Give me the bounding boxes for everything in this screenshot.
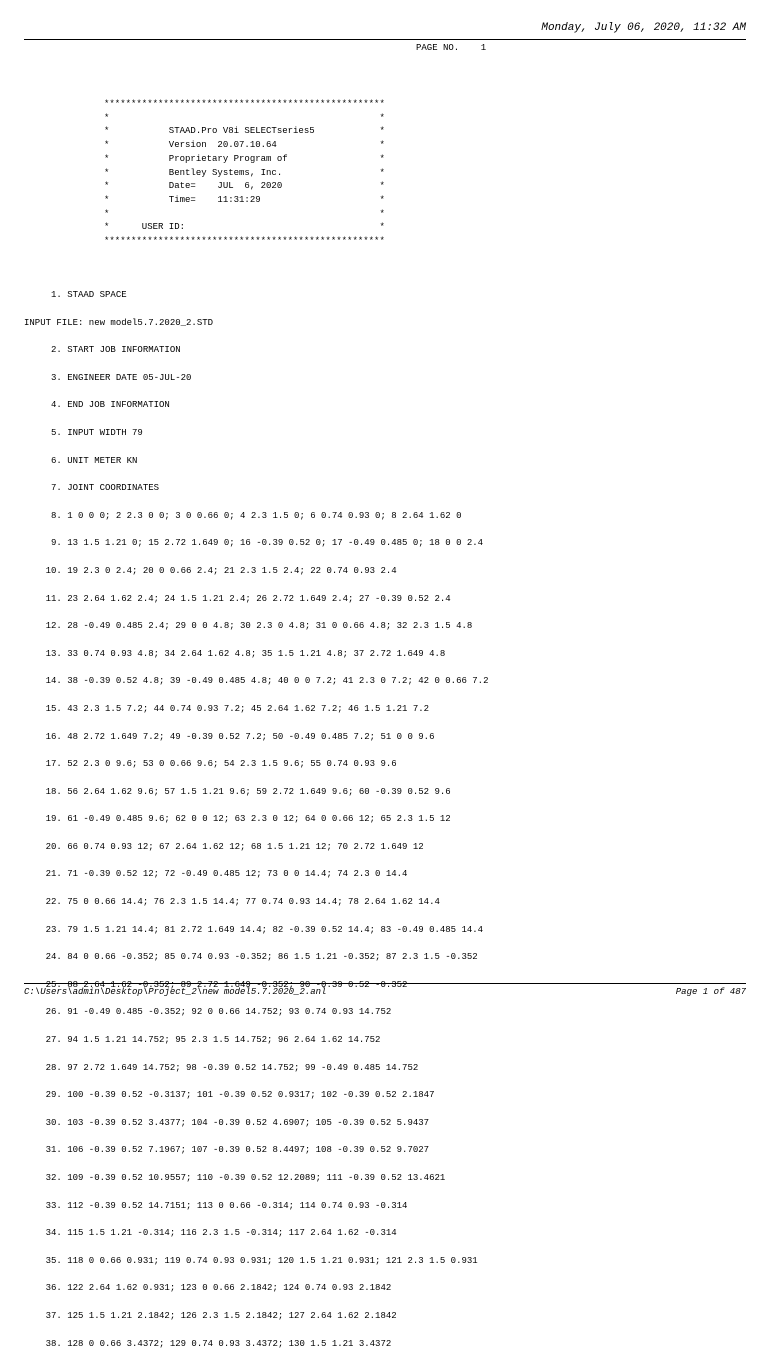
listing-line: 24. 84 0 0.66 -0.352; 85 0.74 0.93 -0.352; 86 1.5 1.21 -0.352; 87 2.3 1.5 -0.352 <box>24 952 478 963</box>
listing-line: 21. 71 -0.39 0.52 12; 72 -0.49 0.485 12; 73 0 0 14.4; 74 2.3 0 14.4 <box>24 869 408 880</box>
listing-line: 12. 28 -0.49 0.485 2.4; 29 0 0 4.8; 30 2.3 0 4.8; 31 0 0.66 4.8; 32 2.3 1.5 4.8 <box>24 621 473 632</box>
listing-line: 14. 38 -0.39 0.52 4.8; 39 -0.49 0.485 4.8; 40 0 0 7.2; 41 2.3 0 7.2; 42 0 0.66 7.2 <box>24 676 489 687</box>
banner-line: * STAAD.Pro V8i SELECTseries5 * <box>104 126 385 137</box>
banner-line: * Proprietary Program of * <box>104 153 385 164</box>
banner-line: * * <box>104 112 385 123</box>
listing-line: 8. 1 0 0 0; 2 2.3 0 0; 3 0 0.66 0; 4 2.3 1.5 0; 6 0.74 0.93 0; 8 2.64 1.62 0 <box>24 510 462 521</box>
banner-line: * Date= JUL 6, 2020 * <box>104 181 385 192</box>
listing-line: 34. 115 1.5 1.21 -0.314; 116 2.3 1.5 -0.314; 117 2.64 1.62 -0.314 <box>24 1228 397 1239</box>
listing-line: 4. END JOB INFORMATION <box>24 400 170 411</box>
listing-line: 17. 52 2.3 0 9.6; 53 0 0.66 9.6; 54 2.3 1.5 9.6; 55 0.74 0.93 9.6 <box>24 759 397 770</box>
page-number: PAGE NO. 1 <box>416 43 487 53</box>
listing-line: 11. 23 2.64 1.62 2.4; 24 1.5 1.21 2.4; 26 2.72 1.649 2.4; 27 -0.39 0.52 2.4 <box>24 593 451 604</box>
listing-line: 23. 79 1.5 1.21 14.4; 81 2.72 1.649 14.4; 82 -0.39 0.52 14.4; 83 -0.49 0.485 14.4 <box>24 924 484 935</box>
listing-line: 10. 19 2.3 0 2.4; 20 0 0.66 2.4; 21 2.3 1.5 2.4; 22 0.74 0.93 2.4 <box>24 565 397 576</box>
listing-line: 29. 100 -0.39 0.52 -0.3137; 101 -0.39 0.52 0.9317; 102 -0.39 0.52 2.1847 <box>24 1090 435 1101</box>
listing-line: 18. 56 2.64 1.62 9.6; 57 1.5 1.21 9.6; 59 2.72 1.649 9.6; 60 -0.39 0.52 9.6 <box>24 786 451 797</box>
listing-line: 37. 125 1.5 1.21 2.1842; 126 2.3 1.5 2.1842; 127 2.64 1.62 2.1842 <box>24 1310 397 1321</box>
listing-line: 22. 75 0 0.66 14.4; 76 2.3 1.5 14.4; 77 0.74 0.93 14.4; 78 2.64 1.62 14.4 <box>24 897 440 908</box>
listing-line: INPUT FILE: new model5.7.2020_2.STD <box>24 317 214 328</box>
listing-line: 19. 61 -0.49 0.485 9.6; 62 0 0 12; 63 2.3 0 12; 64 0 0.66 12; 65 2.3 1.5 12 <box>24 814 451 825</box>
banner-line: **************************************************** <box>104 236 385 247</box>
listing-line: 35. 118 0 0.66 0.931; 119 0.74 0.93 0.931; 120 1.5 1.21 0.931; 121 2.3 1.5 0.931 <box>24 1255 478 1266</box>
header-datetime: Monday, July 06, 2020, 11:32 AM <box>541 22 746 34</box>
listing-line: 5. INPUT WIDTH 79 <box>24 427 143 438</box>
listing-line: 33. 112 -0.39 0.52 14.7151; 113 0 0.66 -0.314; 114 0.74 0.93 -0.314 <box>24 1200 408 1211</box>
listing-line: 30. 103 -0.39 0.52 3.4377; 104 -0.39 0.52 4.6907; 105 -0.39 0.52 5.9437 <box>24 1117 430 1128</box>
listing-line: 32. 109 -0.39 0.52 10.9557; 110 -0.39 0.52 12.2089; 111 -0.39 0.52 13.4621 <box>24 1173 446 1183</box>
listing-line: 3. ENGINEER DATE 05-JUL-20 <box>24 372 192 383</box>
listing-line: 2. START JOB INFORMATION <box>24 345 181 356</box>
listing-line: 1. STAAD SPACE <box>24 290 127 300</box>
listing-line: 28. 97 2.72 1.649 14.752; 98 -0.39 0.52 14.752; 99 -0.49 0.485 14.752 <box>24 1062 419 1073</box>
header-divider <box>24 39 746 40</box>
listing-line: 6. UNIT METER KN <box>24 455 138 466</box>
listing-line: 38. 128 0 0.66 3.4372; 129 0.74 0.93 3.4372; 130 1.5 1.21 3.4372 <box>24 1338 392 1349</box>
listing-line: 26. 91 -0.49 0.485 -0.352; 92 0 0.66 14.752; 93 0.74 0.93 14.752 <box>24 1007 392 1018</box>
banner-line: **************************************************** <box>104 99 385 109</box>
listing-line: 31. 106 -0.39 0.52 7.1967; 107 -0.39 0.52 8.4497; 108 -0.39 0.52 9.7027 <box>24 1145 430 1156</box>
listing-line: 15. 43 2.3 1.5 7.2; 44 0.74 0.93 7.2; 45 2.64 1.62 7.2; 46 1.5 1.21 7.2 <box>24 703 430 714</box>
listing-line: 36. 122 2.64 1.62 0.931; 123 0 0.66 2.1842; 124 0.74 0.93 2.1842 <box>24 1283 392 1294</box>
footer-divider <box>24 983 746 984</box>
listing-line: 25. 88 2.64 1.62 -0.352; 89 2.72 1.649 -0.352; 90 -0.39 0.52 -0.352 <box>24 979 408 990</box>
listing-line: 13. 33 0.74 0.93 4.8; 34 2.64 1.62 4.8; 35 1.5 1.21 4.8; 37 2.72 1.649 4.8 <box>24 648 446 659</box>
input-listing <box>24 289 488 1365</box>
banner-line: * Bentley Systems, Inc. * <box>104 167 385 178</box>
footer-file-path: C:\Users\admin\Desktop\Project_2\new model5.7.2020_2.anl <box>24 987 327 997</box>
banner-line: * Version 20.07.10.64 * <box>104 140 385 151</box>
program-banner <box>104 98 385 249</box>
banner-line: * * <box>104 208 385 219</box>
listing-line: 20. 66 0.74 0.93 12; 67 2.64 1.62 12; 68 1.5 1.21 12; 70 2.72 1.649 12 <box>24 841 424 852</box>
banner-line: * USER ID: * <box>104 222 385 233</box>
listing-line: 7. JOINT COORDINATES <box>24 483 160 494</box>
listing-line: 9. 13 1.5 1.21 0; 15 2.72 1.649 0; 16 -0.39 0.52 0; 17 -0.49 0.485 0; 18 0 0 2.4 <box>24 538 484 549</box>
listing-line: 16. 48 2.72 1.649 7.2; 49 -0.39 0.52 7.2; 50 -0.49 0.485 7.2; 51 0 0 9.6 <box>24 731 435 742</box>
banner-line: * Time= 11:31:29 * <box>104 194 385 205</box>
listing-line: 27. 94 1.5 1.21 14.752; 95 2.3 1.5 14.752; 96 2.64 1.62 14.752 <box>24 1035 381 1046</box>
footer-page-count: Page 1 of 487 <box>675 987 746 997</box>
